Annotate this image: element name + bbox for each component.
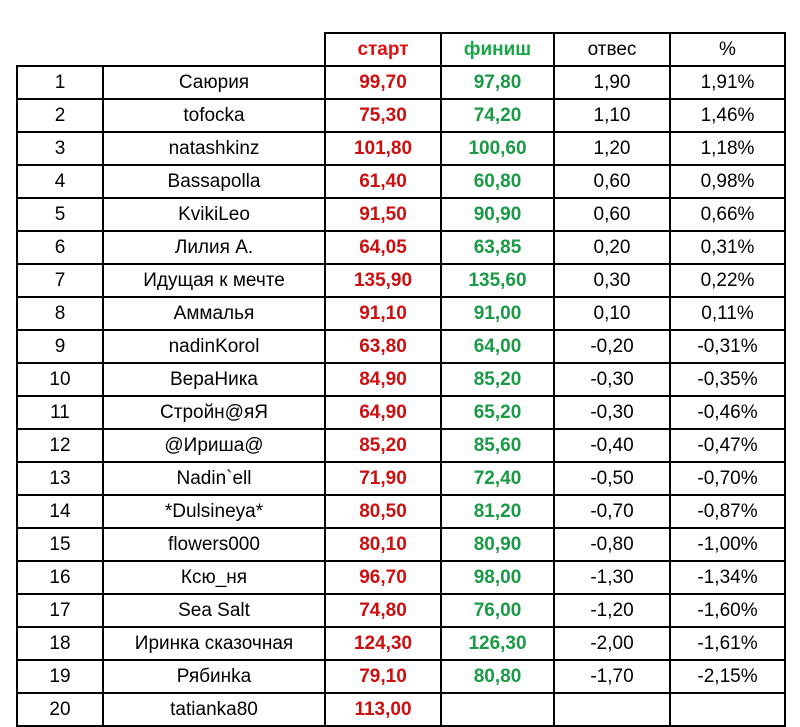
cell-percent: 1,18%	[670, 132, 785, 165]
cell-finish	[441, 693, 554, 726]
table-row	[17, 495, 785, 528]
header-loss: отвес	[554, 33, 670, 66]
cell-name: Аммалья	[103, 297, 325, 330]
cell-num: 3	[17, 132, 103, 165]
header-start: старт	[325, 33, 441, 66]
cell-num: 16	[17, 561, 103, 594]
cell-num: 11	[17, 396, 103, 429]
cell-loss: 1,10	[554, 99, 670, 132]
cell-loss: -0,70	[554, 495, 670, 528]
cell-percent: -1,60%	[670, 594, 785, 627]
header-blank-name	[103, 33, 325, 66]
weight-loss-table	[16, 32, 786, 727]
cell-percent: 0,22%	[670, 264, 785, 297]
cell-name: *Dulsineya*	[103, 495, 325, 528]
table-row	[17, 231, 785, 264]
cell-name: tatianka80	[103, 693, 325, 726]
cell-finish: 64,00	[441, 330, 554, 363]
cell-start: 80,10	[325, 528, 441, 561]
cell-start: 113,00	[325, 693, 441, 726]
cell-start: 64,90	[325, 396, 441, 429]
cell-start: 91,50	[325, 198, 441, 231]
cell-num: 15	[17, 528, 103, 561]
cell-finish: 76,00	[441, 594, 554, 627]
cell-loss: -1,30	[554, 561, 670, 594]
table-row	[17, 99, 785, 132]
cell-loss: 0,60	[554, 165, 670, 198]
cell-num: 19	[17, 660, 103, 693]
cell-num: 20	[17, 693, 103, 726]
cell-num: 5	[17, 198, 103, 231]
cell-loss: -1,70	[554, 660, 670, 693]
cell-finish: 72,40	[441, 462, 554, 495]
cell-num: 14	[17, 495, 103, 528]
table-row	[17, 462, 785, 495]
cell-name: tofocka	[103, 99, 325, 132]
cell-name: ВераНика	[103, 363, 325, 396]
table-row	[17, 198, 785, 231]
cell-num: 18	[17, 627, 103, 660]
cell-num: 10	[17, 363, 103, 396]
cell-finish: 100,60	[441, 132, 554, 165]
cell-loss: 0,30	[554, 264, 670, 297]
cell-name: Bassapolla	[103, 165, 325, 198]
table-row	[17, 594, 785, 627]
cell-num: 9	[17, 330, 103, 363]
cell-num: 1	[17, 66, 103, 99]
cell-loss: 1,20	[554, 132, 670, 165]
cell-percent: 0,66%	[670, 198, 785, 231]
cell-name: nadinKorol	[103, 330, 325, 363]
table-row	[17, 693, 785, 726]
cell-loss: 0,60	[554, 198, 670, 231]
cell-percent: 1,46%	[670, 99, 785, 132]
cell-start: 91,10	[325, 297, 441, 330]
cell-percent: -0,31%	[670, 330, 785, 363]
cell-num: 8	[17, 297, 103, 330]
cell-percent: -0,87%	[670, 495, 785, 528]
cell-loss: -0,80	[554, 528, 670, 561]
cell-num: 13	[17, 462, 103, 495]
cell-loss: -0,20	[554, 330, 670, 363]
table-row	[17, 627, 785, 660]
cell-percent: 0,31%	[670, 231, 785, 264]
header-percent: %	[670, 33, 785, 66]
cell-percent: 0,98%	[670, 165, 785, 198]
cell-name: Стройн@яЯ	[103, 396, 325, 429]
cell-finish: 74,20	[441, 99, 554, 132]
cell-num: 7	[17, 264, 103, 297]
cell-finish: 65,20	[441, 396, 554, 429]
cell-percent: -0,35%	[670, 363, 785, 396]
cell-finish: 81,20	[441, 495, 554, 528]
cell-start: 61,40	[325, 165, 441, 198]
cell-finish: 91,00	[441, 297, 554, 330]
cell-loss: 0,20	[554, 231, 670, 264]
cell-start: 74,80	[325, 594, 441, 627]
cell-start: 71,90	[325, 462, 441, 495]
cell-num: 12	[17, 429, 103, 462]
table-body	[17, 66, 785, 726]
table-row	[17, 330, 785, 363]
cell-start: 101,80	[325, 132, 441, 165]
cell-name: Иринка сказочная	[103, 627, 325, 660]
cell-percent: -0,46%	[670, 396, 785, 429]
cell-finish: 85,60	[441, 429, 554, 462]
cell-num: 6	[17, 231, 103, 264]
table-row	[17, 429, 785, 462]
cell-finish: 126,30	[441, 627, 554, 660]
cell-loss	[554, 693, 670, 726]
cell-percent: -1,61%	[670, 627, 785, 660]
table-row	[17, 297, 785, 330]
cell-percent: -1,34%	[670, 561, 785, 594]
cell-loss: -0,50	[554, 462, 670, 495]
cell-start: 64,05	[325, 231, 441, 264]
cell-finish: 90,90	[441, 198, 554, 231]
cell-num: 17	[17, 594, 103, 627]
cell-start: 96,70	[325, 561, 441, 594]
cell-loss: 1,90	[554, 66, 670, 99]
cell-finish: 85,20	[441, 363, 554, 396]
table-row	[17, 528, 785, 561]
cell-loss: 0,10	[554, 297, 670, 330]
cell-name: flowers000	[103, 528, 325, 561]
cell-loss: -0,30	[554, 396, 670, 429]
table-row	[17, 561, 785, 594]
cell-percent: 0,11%	[670, 297, 785, 330]
cell-start: 84,90	[325, 363, 441, 396]
cell-num: 2	[17, 99, 103, 132]
table-row	[17, 396, 785, 429]
cell-finish: 80,90	[441, 528, 554, 561]
cell-name: Лилия А.	[103, 231, 325, 264]
cell-finish: 60,80	[441, 165, 554, 198]
table-row	[17, 132, 785, 165]
cell-start: 85,20	[325, 429, 441, 462]
cell-finish: 98,00	[441, 561, 554, 594]
table-row	[17, 363, 785, 396]
table-row	[17, 165, 785, 198]
cell-name: Идущая к мечте	[103, 264, 325, 297]
cell-percent: -0,70%	[670, 462, 785, 495]
cell-start: 79,10	[325, 660, 441, 693]
cell-loss: -2,00	[554, 627, 670, 660]
cell-name: Nadin`ell	[103, 462, 325, 495]
cell-start: 80,50	[325, 495, 441, 528]
cell-name: KvikiLeo	[103, 198, 325, 231]
cell-start: 99,70	[325, 66, 441, 99]
cell-percent: -2,15%	[670, 660, 785, 693]
header-blank-num	[17, 33, 103, 66]
cell-start: 124,30	[325, 627, 441, 660]
cell-name: @Ириша@	[103, 429, 325, 462]
cell-loss: -1,20	[554, 594, 670, 627]
cell-start: 135,90	[325, 264, 441, 297]
cell-name: Sea Salt	[103, 594, 325, 627]
table-row	[17, 264, 785, 297]
cell-name: Саюрия	[103, 66, 325, 99]
cell-finish: 97,80	[441, 66, 554, 99]
cell-percent: -0,47%	[670, 429, 785, 462]
header-row	[17, 33, 785, 66]
cell-loss: -0,30	[554, 363, 670, 396]
cell-percent: 1,91%	[670, 66, 785, 99]
cell-finish: 135,60	[441, 264, 554, 297]
cell-percent: -1,00%	[670, 528, 785, 561]
cell-name: Рябинka	[103, 660, 325, 693]
cell-start: 75,30	[325, 99, 441, 132]
cell-name: Ксю_ня	[103, 561, 325, 594]
cell-num: 4	[17, 165, 103, 198]
cell-start: 63,80	[325, 330, 441, 363]
cell-loss: -0,40	[554, 429, 670, 462]
cell-finish: 80,80	[441, 660, 554, 693]
table-row	[17, 66, 785, 99]
cell-percent	[670, 693, 785, 726]
cell-finish: 63,85	[441, 231, 554, 264]
table-row	[17, 660, 785, 693]
cell-name: natashkinz	[103, 132, 325, 165]
header-finish: финиш	[441, 33, 554, 66]
